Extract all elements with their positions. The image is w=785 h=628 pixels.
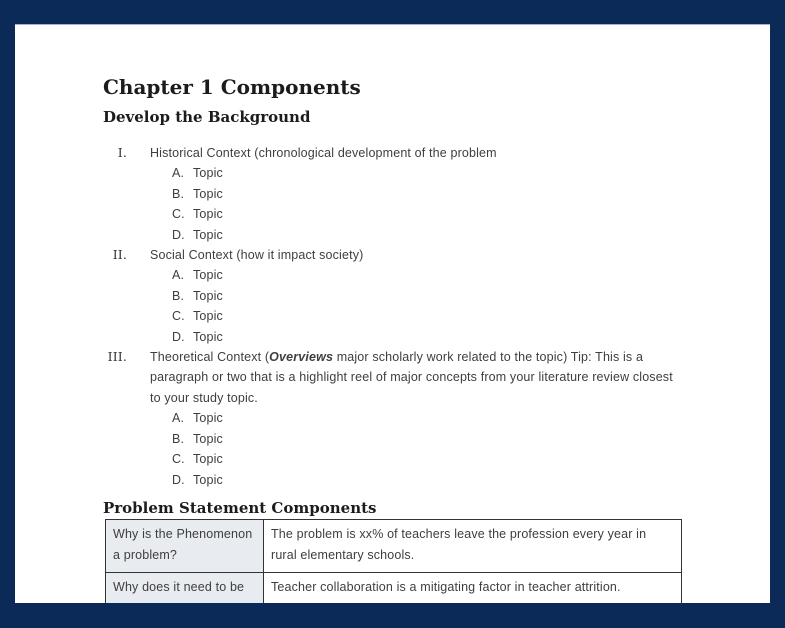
sub-item	[103, 408, 683, 428]
sub-item-marker: B.	[172, 288, 185, 303]
outline-text-line-1	[150, 347, 683, 367]
row-label-cell: Why is the Phenomenon a problem?	[106, 520, 264, 573]
outline-text-line-3: to your study topic.	[150, 390, 258, 405]
row-value-cell: The problem is xx% of teachers leave the profession every year in rural elementary schools.	[264, 520, 682, 573]
sub-item	[103, 449, 683, 469]
sub-item-label: Topic	[193, 288, 223, 303]
sub-item-marker: A.	[172, 268, 185, 283]
sub-item-label: Topic	[193, 227, 223, 242]
sub-item-marker: B.	[172, 431, 185, 446]
sub-item-marker: C.	[172, 309, 185, 324]
sub-item	[103, 327, 683, 347]
sub-item	[103, 470, 683, 490]
sub-item-label: Topic	[193, 309, 223, 324]
emphasis-overviews: Overviews	[269, 350, 334, 365]
sub-item	[103, 204, 683, 224]
outline-marker: III.	[107, 349, 127, 365]
sub-item-marker: B.	[172, 186, 185, 201]
outline-marker: II.	[112, 247, 127, 263]
sub-item-label: Topic	[193, 329, 223, 344]
section-heading-develop-background: Develop the Background	[103, 108, 311, 126]
sub-item-marker: A.	[172, 166, 185, 181]
sub-item	[103, 286, 683, 306]
sub-item-label: Topic	[193, 207, 223, 222]
sub-item	[103, 306, 683, 326]
section-heading-problem-statement: Problem Statement Components	[103, 499, 377, 517]
sub-item-marker: D.	[172, 329, 185, 344]
sub-item-marker: C.	[172, 207, 185, 222]
sub-item-marker: A.	[172, 411, 185, 426]
sub-item	[103, 184, 683, 204]
sub-item-label: Topic	[193, 268, 223, 283]
outline-text: Historical Context (chronological development of the problem	[150, 146, 497, 160]
sub-item-label: Topic	[193, 411, 223, 426]
sub-item	[103, 429, 683, 449]
outline-text: Social Context (how it impact society)	[150, 248, 364, 263]
sub-item	[103, 265, 683, 285]
table-row	[106, 573, 682, 604]
outline-marker: I.	[117, 145, 127, 160]
sub-item-marker: D.	[172, 227, 185, 242]
outline-item-3	[103, 347, 683, 408]
outline-list	[103, 143, 683, 490]
sub-item	[103, 225, 683, 245]
outline-text: Theoretical Context (	[150, 350, 270, 365]
sub-item-label: Topic	[193, 186, 223, 201]
sub-item	[103, 163, 683, 183]
page-title: Chapter 1 Components	[103, 75, 361, 99]
problem-statement-table	[105, 519, 682, 603]
sub-item-label: Topic	[193, 431, 223, 446]
sub-item-label: Topic	[193, 472, 223, 487]
document-page	[15, 24, 770, 603]
outline-item-2	[103, 245, 683, 265]
outline-item-1	[103, 143, 683, 163]
row-value-cell: Teacher collaboration is a mitigating factor in teacher attrition.	[264, 573, 682, 604]
table-row	[106, 520, 682, 573]
row-label-cell: Why does it need to be	[106, 573, 264, 604]
sub-item-label: Topic	[193, 452, 223, 467]
outline-text: major scholarly work related to the topic) Tip: This is a	[333, 350, 644, 365]
outline-text-line-2: paragraph or two that is a highlight reel of major concepts from your literature review closest	[150, 370, 673, 385]
sub-item-marker: D.	[172, 472, 185, 487]
sub-item-label: Topic	[193, 166, 223, 181]
sub-item-marker: C.	[172, 452, 185, 467]
